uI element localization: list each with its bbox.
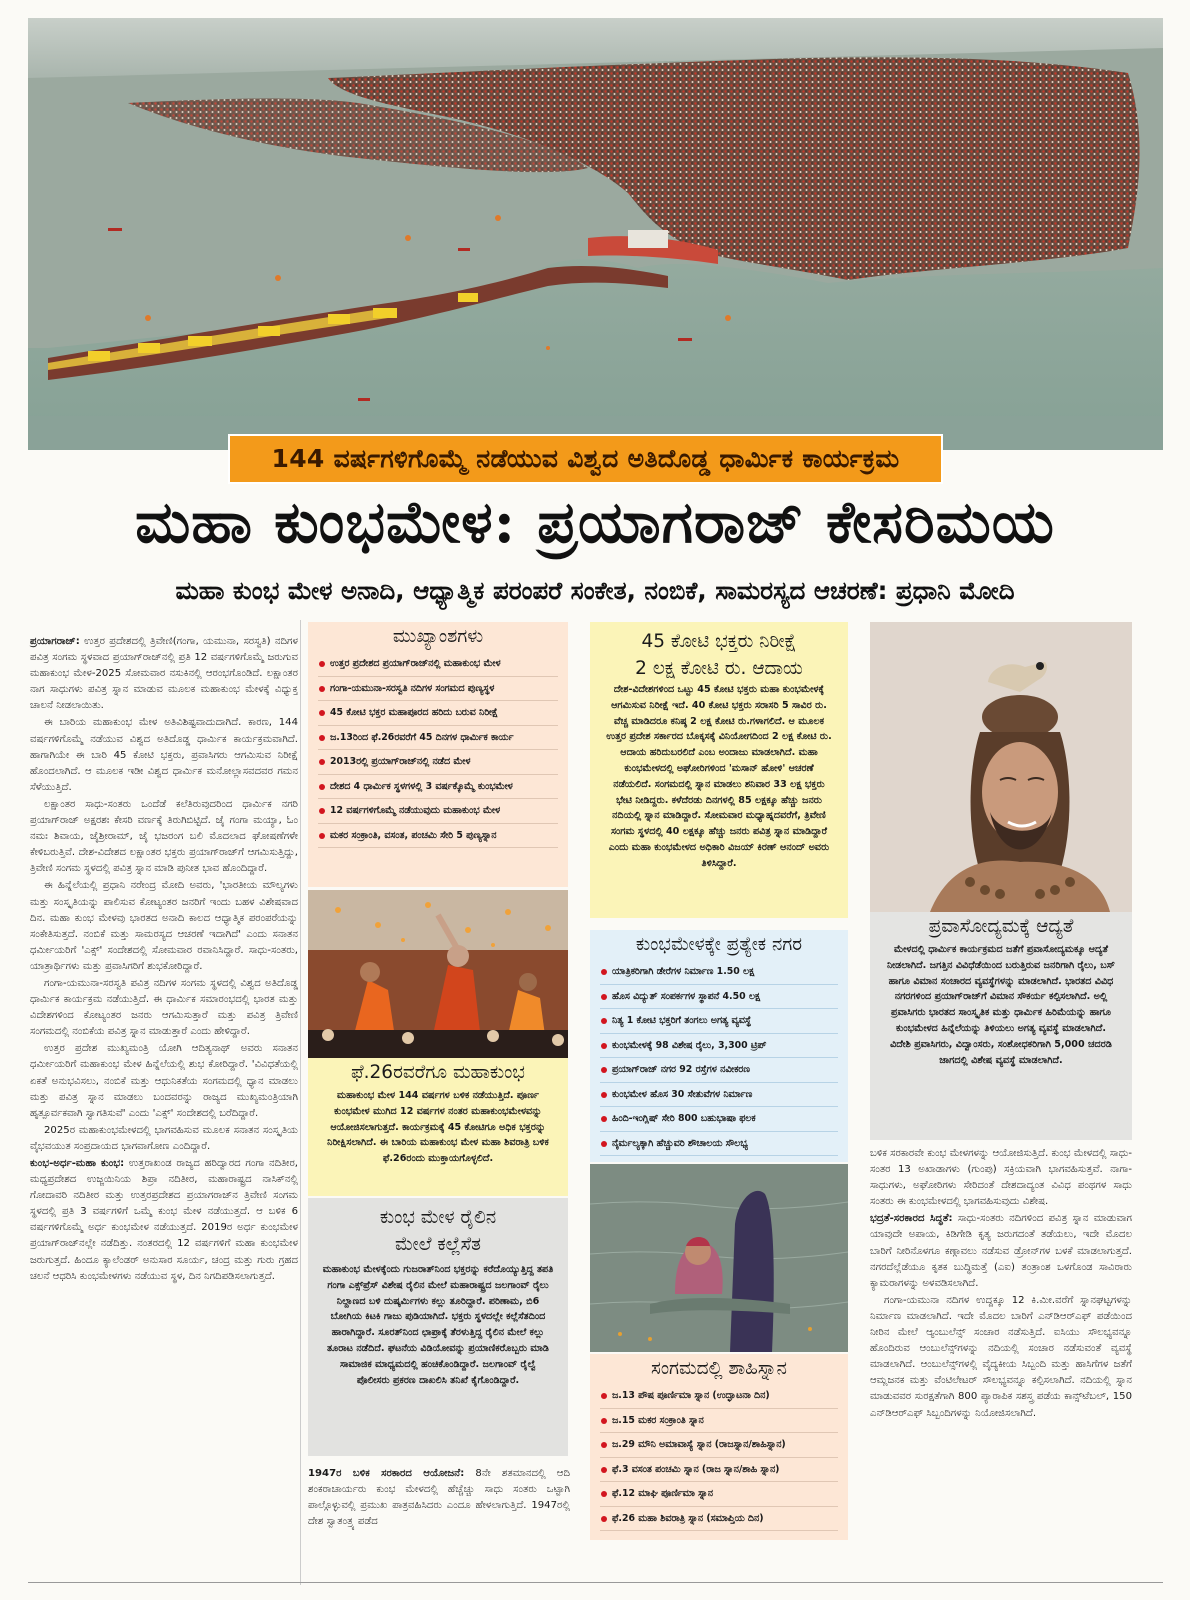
article-paragraph: ಉತ್ತರ ಪ್ರದೇಶ ಮುಖ್ಯಮಂತ್ರಿ ಯೋಗಿ ಆದಿತ್ಯನಾಥ್ ಅವರು ಸನಾತನ ಧರ್ಮೀಯರಿಗೆ ಮಹಾಕುಂಭ ಮೇಳ ಹಿನ್ನೆಲೆಯಲ್ಲಿ ಶುಭ ಕೋರಿದ್ದಾರೆ. 'ವಿವಿಧತೆಯಲ್ಲಿ ಏಕತೆ ಅನುಭವಿಸಲು, ನಂಬಿಕೆ ಮತ್ತು ಆಧುನಿಕತೆಯ ಸಂಗಮದಲ್ಲಿ ಧ್ಯಾನ ಮಾಡಲು ಮತ್ತು ಪವಿತ್ರ ಸ್ನಾನ ಮಾಡಲು ಬಂದವರನ್ನು ರಾಜ್ಯದ ಮುಖ್ಯಮಂತ್ರಿಯಾಗಿ ಹೃತ್ಪೂರ್ವಕವಾಗಿ ಸ್ವಾಗತಿಸುವೆ' ಎಂದು 'ಎಕ್ಸ್' ಸಂದೇಶದಲ್ಲಿ ಬರೆದಿದ್ದಾರೆ. bbox=[30, 1043, 298, 1119]
city-list bbox=[590, 960, 848, 1156]
article-paragraph: ಗಂಗಾ-ಯಮುನಾ ನದಿಗಳ ಉದ್ದಕ್ಕೂ 12 ಕಿ.ಮೀ.ವರೆಗೆ ಸ್ನಾನಘಟ್ಟಗಳನ್ನು ನಿರ್ಮಾಣ ಮಾಡಲಾಗಿದೆ. ಇದೇ ಮೊದಲ ಬಾರಿಗೆ ಎನ್‌ಡಿಆರ್‌ಎಫ್ ಪಡೆಯಿಂದ ನೀರಿನ ಮೇಲೆ ಆ್ಯಂಬುಲೆನ್ಸ್ ಸಂಚಾರ ನಡೆಸುತ್ತಿದೆ. ಐಸಿಯು ಸೌಲಭ್ಯವನ್ನೂ ಹೊಂದಿರುವ ಆಂಬುಲೆನ್ಸ್‌ಗಳನ್ನು ನದಿಯಲ್ಲಿ ಸಂಚಾರ ನಡೆಸುವಂತೆ ವ್ಯವಸ್ಥೆ ಮಾಡಲಾಗಿದೆ. ಆಂಬುಲೆನ್ಸ್‌ಗಳಲ್ಲಿ ವೈದ್ಯಕೀಯ ಸಿಬ್ಬಂದಿ ಮತ್ತು ಹಾಸಿಗೆಗಳ ಜತೆಗೆ ಆಮ್ಲಜನಕ ಮತ್ತು ವೆಂಟಿಲೇಟರ್ ಸೌಲಭ್ಯವನ್ನೂ ಕಲ್ಪಿಸಲಾಗಿದೆ. ನದಿಯಲ್ಲಿ ಸ್ನಾನ ಮಾಡುವವರ ಸುರಕ್ಷತೆಗಾಗಿ 800 ಪ್ಯಾರಾಪಿಕ ಸಶಸ್ತ್ರ ಪಡೆಯ ಕಾನ್ಸ್‌ಟೆಬಲ್, 150 ಎನ್‌ಡಿಆರ್‌ಎಫ್ ಸಿಬ್ಬಂದಿಗಳನ್ನು ನಿಯೋಜಿಸಲಾಗಿದೆ. bbox=[870, 1294, 1132, 1419]
article-paragraph: ಸಾಧು-ಸಂತರು ನದಿಗಳಿಂದ ಪವಿತ್ರ ಸ್ನಾನ ಮಾಡುವಾಗ ಯಾವುದೇ ಅಪಾಯ, ಕಿಡಿಗೇಡಿ ಕೃತ್ಯ ಜರುಗದಂತೆ ತಡೆಯಲು, ಇದೇ ಮೊದಲ ಬಾರಿಗೆ ನೀರಿನೊಳಗೂ ಕಣ್ಗಾವಲು ನಡೆಸುವ ಡ್ರೋನ್‌ಗಳ ಬಳಕೆ ಮಾಡಲಾಗುತ್ತದೆ. ನಗರದೆಲ್ಲೆಡೆಯೂ ಕೃತಕ ಬುದ್ಧಿಮತ್ತೆ (ಎಐ) ತಂತ್ರಾಂಶ ಒಳಗೊಂಡ ಸಾವಿರಾರು ಕ್ಯಾಮರಾಗಳನ್ನು ಅಳವಡಿಸಲಾಗಿದೆ. bbox=[870, 1213, 1133, 1289]
list-item: ನೈರ್ಮಲ್ಯಕ್ಕಾಗಿ ಹೆಚ್ಚುವರಿ ಶೌಚಾಲಯ ಸೌಲಭ್ಯ bbox=[600, 1132, 838, 1157]
hero-photo-sangam-aerial bbox=[28, 18, 1163, 450]
list-item: 45 ಕೋಟಿ ಭಕ್ತರ ಮಹಾಪೂರದ ಹರಿದು ಬರುವ ನಿರೀಕ್ಷೆ bbox=[318, 701, 558, 726]
photo-sadhus-celebration bbox=[308, 890, 568, 1058]
article-paragraph: ಗಂಗಾ-ಯಮುನಾ-ಸರಸ್ವತಿ ಪವಿತ್ರ ನದಿಗಳ ಸಂಗಮ ಸ್ಥಳದಲ್ಲಿ ವಿಶ್ವದ ಅತಿದೊಡ್ಡ ಧಾರ್ಮಿಕ ಕಾರ್ಯಕ್ರಮ ನಡೆಯುತ್ತಿದೆ. ಈ ಧಾರ್ಮಿಕ ಸಮಾರಂಭದಲ್ಲಿ ಭಾರತ ಮತ್ತು ವಿದೇಶಗಳಿಂದ ಕೋಟ್ಯಂತರ ಜನರು ಆಗಮಿಸುತ್ತಾರೆ ಮತ್ತು ಪವಿತ್ರ ತ್ರಿವೇಣಿ ಸಂಗಮದಲ್ಲಿ ನಂಬಿಕೆಯ ಪವಿತ್ರ ಸ್ನಾನ ಮಾಡುತ್ತಾರೆ ಎಂದು ಹೇಳಿದ್ದಾರೆ. bbox=[30, 977, 298, 1038]
rail-stone-pelting-box bbox=[308, 1198, 568, 1456]
list-item: 12 ವರ್ಷಗಳಿಗೊಮ್ಮೆ ನಡೆಯುವುದು ಮಹಾಕುಂಭ ಮೇಳ bbox=[318, 799, 558, 824]
subhead-kumbh-types: ಕುಂಭ-ಅರ್ಧ-ಮಹಾ ಕುಂಭ: bbox=[30, 1158, 125, 1169]
list-item: ಹಿಂದಿ-ಇಂಗ್ಲಿಷ್ ಸೇರಿ 800 ಬಹುಭಾಷಾ ಫಲಕ bbox=[600, 1107, 838, 1132]
list-item: ಉತ್ತರ ಪ್ರದೇಶದ ಪ್ರಯಾಗ್‌ರಾಜ್‌ನಲ್ಲಿ ಮಹಾಕುಂಭ ಮೇಳ bbox=[318, 652, 558, 677]
sadhus-procession-illustration bbox=[308, 890, 568, 1058]
article-paragraph: ಈ ಬಾರಿಯ ಮಹಾಕುಂಭ ಮೇಳ ಅತಿವಿಶಿಷ್ಟವಾದುದಾಗಿದೆ. ಕಾರಣ, 144 ವರ್ಷಗಳಿಗೊಮ್ಮೆ ನಡೆಯುವ ವಿಶ್ವದ ಅತಿದೊಡ್ಡ ಧಾರ್ಮಿಕ ಕಾರ್ಯಕ್ರಮವಾಗಿದೆ. ಹಾಗಾಗಿಯೇ ಈ ಬಾರಿ 45 ಕೋಟಿ ಭಕ್ತರು, ಪ್ರವಾಸಿಗರು ಆಗಮಿಸುವ ನಿರೀಕ್ಷೆ ಹೊಂದಲಾಗಿದೆ. ಆ ಮೂಲಕ ಇಡೀ ವಿಶ್ವದ ಧಾರ್ಮಿಕ ಮನೋಲ್ಲಾಸವದವರ ಗಮನ ಸೆಳೆಯುತ್ತಿದೆ. bbox=[30, 717, 298, 793]
column-divider bbox=[300, 620, 301, 1585]
subhead-govt-since-1947: 1947ರ ಬಳಿಕ ಸರಕಾರದ ಆಯೋಜನೆ: bbox=[308, 1468, 465, 1479]
rail-body: ಮಹಾಕುಂಭ ಮೇಳಕ್ಕೆಂದು ಗುಜರಾತ್‌ನಿಂದ ಭಕ್ತರನ್ನು ಕರೆದೊಯ್ಯುತ್ತಿದ್ದ ತಪತಿ ಗಂಗಾ ಎಕ್ಸ್‌ಪ್ರೆಸ್ ವಿಶೇಷ ರೈಲಿನ ಮೇಲೆ ಮಹಾರಾಷ್ಟ್ರದ ಜಲಗಾಂವ್ ರೈಲು ನಿಲ್ದಾಣದ ಬಳಿ ದುಷ್ಕರ್ಮಿಗಳು ಕಲ್ಲು ತೂರಿದ್ದಾರೆ. ಪರಿಣಾಮ, ಬಿ6 ಬೋಗಿಯ ಕಿಟಕಿ ಗಾಜು ಪುಡಿಯಾಗಿದೆ. ಭಕ್ತರು ಸ್ಥಳದಲ್ಲೇ ಕಲ್ಲೆಸೆತದಿಂದ ಹಾರಾಗಿದ್ದಾರೆ. ಸೂರತ್‌ನಿಂದ ಛಾಪ್ರಾಕ್ಕೆ ತೆರಳುತ್ತಿದ್ದ ರೈಲಿನ ಮೇಲೆ ಕಲ್ಲು ತೂರಾಟ ನಡೆದಿದೆ. ಘಟನೆಯ ವಿಡಿಯೋವನ್ನು ಪ್ರಯಾಣಿಕರೊಬ್ಬರು ಮಾಡಿ ಸಾಮಾಜಿಕ ಮಾಧ್ಯಮದಲ್ಲಿ ಹಂಚಿಕೊಂಡಿದ್ದಾರೆ. ಜಲಗಾಂವ್ ರೈಲ್ವೆ ಪೊಲೀಸರು ಪ್ರಕರಣ ದಾಖಲಿಸಿ ತನಿಖೆ ಕೈಗೊಂಡಿದ್ದಾರೆ. bbox=[322, 1264, 554, 1386]
holy-dip-illustration bbox=[590, 1164, 848, 1352]
dateline: ಪ್ರಯಾಗರಾಜ್: bbox=[30, 636, 80, 647]
list-item: ದೇಶದ 4 ಧಾರ್ಮಿಕ ಸ್ಥಳಗಳಲ್ಲಿ 3 ವರ್ಷಕ್ಕೊಮ್ಮೆ ಕುಂಭಮೇಳ bbox=[318, 775, 558, 800]
main-article-column bbox=[30, 634, 298, 1286]
highlights-title: ಮುಖ್ಯಾಂಶಗಳು bbox=[392, 626, 484, 647]
list-item: ನಿತ್ಯ 1 ಕೋಟಿ ಭಕ್ತರಿಗೆ ತಂಗಲು ಅಗತ್ಯ ವ್ಯವಸ್ಥೆ bbox=[600, 1009, 838, 1034]
list-item: ಗಂಗಾ-ಯಮುನಾ-ಸರಸ್ವತಿ ನದಿಗಳ ಸಂಗಮದ ಪುಣ್ಯಸ್ಥಳ bbox=[318, 677, 558, 702]
list-item: ಕುಂಭಮೇಳಕ್ಕೆ 98 ವಿಶೇಷ ರೈಲು, 3,300 ಟ್ರಿಪ್ bbox=[600, 1034, 838, 1059]
devotees-title-line2: 2 ಲಕ್ಷ ಕೋಟಿ ರು. ಆದಾಯ bbox=[635, 658, 803, 679]
tourism-title: ಪ್ರವಾಸೋದ್ಯಮಕ್ಕೆ ಆದ್ಯತೆ bbox=[928, 916, 1074, 937]
article-paragraph: ಉತ್ತರ ಪ್ರದೇಶದಲ್ಲಿ ತ್ರಿವೇಣಿ(ಗಂಗಾ, ಯಮುನಾ, ಸರಸ್ವತಿ) ನದಿಗಳ ಪವಿತ್ರ ಸಂಗಮ ಸ್ಥಳವಾದ ಪ್ರಯಾಗ್‌ರಾಜ್‌ನಲ್ಲಿ ಪ್ರತಿ 12 ವರ್ಷಗಳಿಗೊಮ್ಮೆ ಜರುಗುವ ಮಹಾಕುಂಭ ಮೇಳ-2025 ಸೋಮವಾರ ನಸುಕಿನಲ್ಲಿ ಆರಂಭಗೊಂಡಿದೆ. ಲಕ್ಷಾಂತರ ನಾಗ ಸಾಧುಗಳು ಪವಿತ್ರ ಸ್ನಾನ ಮಾಡುವ ಮೂಲಕ ಮಹಾಕುಂಭ ಮೇಳಕ್ಕೆ ವಿಧ್ಯುಕ್ತ ಚಾಲನೆ ನೀಡಲಾಯಿತು. bbox=[30, 636, 298, 712]
list-item: ಜ.29 ಮೌನಿ ಅಮಾವಾಸ್ಯೆ ಸ್ನಾನ (ರಾಜಸ್ನಾನ/ಶಾಹಿಸ್ನಾನ) bbox=[600, 1433, 838, 1458]
city-title: ಕುಂಭಮೇಳಕ್ಕೇ ಪ್ರತ್ಯೇಕ ನಗರ bbox=[635, 934, 803, 955]
list-item: 2013ರಲ್ಲಿ ಪ್ರಯಾಗ್‌ರಾಜ್‌ನಲ್ಲಿ ನಡೆದ ಮೇಳ bbox=[318, 750, 558, 775]
article-paragraph: ಈ ಹಿನ್ನೆಲೆಯಲ್ಲಿ ಪ್ರಧಾನಿ ನರೇಂದ್ರ ಮೋದಿ ಅವರು, 'ಭಾರತೀಯ ಮೌಲ್ಯಗಳು ಮತ್ತು ಸಂಸ್ಕೃತಿಯನ್ನು ಪಾಲಿಸುವ ಕೋಟ್ಯಂತರ ಜನರಿಗೆ ಇಂದು ಬಹಳ ವಿಶೇಷವಾದ ದಿನ. ಮಹಾ ಕುಂಭ ಮೇಳವು ಭಾರತದ ಅನಾದಿ ಕಾಲದ ಆಧ್ಯಾತ್ಮಿಕ ಪರಂಪರೆಯನ್ನು ಸಂಕೇತಿಸುತ್ತದೆ. ನಂಬಿಕೆ ಮತ್ತು ಸಾಮರಸ್ಯದ ಆಚರಣೆ ಇದಾಗಿದೆ' ಎಂದು ಸನಾತನ ಧರ್ಮೀಯರಿಗೆ 'ಎಕ್ಸ್' ಸಂದೇಶದಲ್ಲಿ ಸೋಮವಾರ ರವಾನಿಸಿದ್ದಾರೆ. ಸಾಧು-ಸಂತರು, ಯಾತ್ರಾರ್ಥಿಗಳು ಮತ್ತು ಪ್ರವಾಸಿಗರಿಗೆ ಶುಭಕೋರಿದ್ದಾರೆ. bbox=[30, 880, 298, 972]
devotees-title-line1: 45 ಕೋಟಿ ಭಕ್ತರು ನಿರೀಕ್ಷೆ bbox=[641, 631, 797, 652]
devotees-revenue-box bbox=[590, 622, 848, 918]
subhead-security: ಭದ್ರತೆ-ಸರಕಾರದ ಸಿದ್ಧತೆ: bbox=[870, 1213, 953, 1225]
list-item: ಫೆ.3 ವಸಂತ ಪಂಚಮಿ ಸ್ನಾನ (ರಾಜ ಸ್ನಾನ/ಶಾಹಿ ಸ್ನಾನ) bbox=[600, 1458, 838, 1483]
shahisnan-box bbox=[590, 1354, 848, 1540]
sub-headline: ಮಹಾ ಕುಂಭ ಮೇಳ ಅನಾದಿ, ಆಧ್ಯಾತ್ಮಿಕ ಪರಂಪರೆ ಸಂಕೇತ, ನಂಬಿಕೆ, ಸಾಮರಸ್ಯದ ಆಚರಣೆ: ಪ್ರಧಾನಿ ಮೋದಿ bbox=[175, 576, 1015, 605]
list-item: ಜ.13 ಪೌಷ ಪೂರ್ಣಿಮಾ ಸ್ನಾನ (ಉದ್ಘಾಟನಾ ದಿನ) bbox=[600, 1384, 838, 1409]
photo-holy-dip bbox=[590, 1164, 848, 1352]
article-paragraph: 8ನೇ ಶತಮಾನದಲ್ಲಿ ಆದಿ ಶಂಕರಾಚಾರ್ಯರು ಕುಂಭ ಮೇಳದಲ್ಲಿ ಹೆಚ್ಚೆಚ್ಚು ಸಾಧು ಸಂತರು ಒಟ್ಟಾಗಿ ಪಾಲ್ಗೊಳ್ಳುವಲ್ಲಿ ಪ್ರಮುಖ ಪಾತ್ರವಹಿಸಿದರು ಎಂದೂ ಹೇಳಲಾಗುತ್ತಿದೆ. 1947ರಲ್ಲಿ ದೇಶ ಸ್ವಾತಂತ್ರ್ಯ ಪಡೆದ bbox=[308, 1468, 570, 1528]
list-item: ಪ್ರಯಾಗ್‌ರಾಜ್ ನಗರ 92 ರಸ್ತೆಗಳ ನವೀಕರಣ bbox=[600, 1058, 838, 1083]
devotees-body: ದೇಶ-ವಿದೇಶಗಳಿಂದ ಒಟ್ಟು 45 ಕೋಟಿ ಭಕ್ತರು ಮಹಾ ಕುಂಭಮೇಳಕ್ಕೆ ಆಗಮಿಸುವ ನಿರೀಕ್ಷೆ ಇದೆ. 40 ಕೋಟಿ ಭಕ್ತರು ಸರಾಸರಿ 5 ಸಾವಿರ ರು. ವೆಚ್ಚ ಮಾಡಿದರೂ ಕನಿಷ್ಠ 2 ಲಕ್ಷ ಕೋಟಿ ರು.ಗಳಾಗಲಿದೆ. ಆ ಮೂಲಕ ಉತ್ತರ ಪ್ರದೇಶ ಸರ್ಕಾರದ ಬೊಕ್ಕಸಕ್ಕೆ ವಿನಿಯೋಗದಿಂದ 2 ಲಕ್ಷ ಕೋಟಿ ರು. ಆದಾಯ ಹರಿದುಬರಲಿದೆ ಎಂಬ ಅಂದಾಜು ಮಾಡಲಾಗಿದೆ. ಮಹಾ ಕುಂಭಮೇಳದಲ್ಲಿ ಅಘೋರಿಗಳಿಂದ 'ಮಸಾನ್ ಹೋಳಿ' ಆಚರಣೆ ನಡೆಯಲಿದೆ. ಸಂಗಮದಲ್ಲಿ ಸ್ನಾನ ಮಾಡಲು ಶನಿವಾರ 33 ಲಕ್ಷ ಭಕ್ತರು ಭೇಟಿ ನೀಡಿದ್ದರು. ಕಳೆದೆರಡು ದಿನಗಳಲ್ಲಿ 85 ಲಕ್ಷಕ್ಕೂ ಹೆಚ್ಚು ಜನರು ನದಿಯಲ್ಲಿ ಸ್ನಾನ ಮಾಡಿದ್ದಾರೆ. ಸೋಮವಾರ ಮಧ್ಯಾಹ್ನದವರೆಗೆ, ತ್ರಿವೇಣಿ ಸಂಗಮ ಸ್ಥಳದಲ್ಲಿ 40 ಲಕ್ಷಕ್ಕೂ ಹೆಚ್ಚು ಜನರು ಪವಿತ್ರ ಸ್ನಾನ ಮಾಡಿದ್ದಾರೆ ಎಂದು ಮಹಾ ಕುಂಭಮೇಳದ ಅಧಿಕಾರಿ ವಿಜಯ್ ಕಿರಣ್ ಆನಂದ್ ಅವರು ತಿಳಿಸಿದ್ದಾರೆ. bbox=[606, 684, 832, 869]
tourism-box bbox=[870, 912, 1132, 1140]
photo-sadhu-with-bird bbox=[870, 622, 1132, 912]
till-feb26-body: ಮಹಾಕುಂಭ ಮೇಳ 144 ವರ್ಷಗಳ ಬಳಿಕ ನಡೆಯುತ್ತಿದೆ. ಪೂರ್ಣ ಕುಂಭಮೇಳ ಮುಗಿದ 12 ವರ್ಷಗಳ ನಂತರ ಮಹಾಕುಂಭಮೇಳವನ್ನು ಆಯೋಜಿಸಲಾಗುತ್ತದೆ. ಕಾರ್ಯಕ್ರಮಕ್ಕೆ 45 ಕೋಟಿಗೂ ಅಧಿಕ ಭಕ್ತರನ್ನು ನಿರೀಕ್ಷಿಸಲಾಗಿದೆ. ಈ ಬಾರಿಯ ಮಹಾಕುಂಭ ಮೇಳ ಮಹಾ ಶಿವರಾತ್ರಿ ಬಳಿಕ ಫೆ.26ರಂದು ಮುಕ್ತಾಯಗೊಳ್ಳಲಿದೆ. bbox=[327, 1090, 549, 1165]
shahisnan-title: ಸಂಗಮದಲ್ಲಿ ಶಾಹಿಸ್ನಾನ bbox=[651, 1358, 787, 1379]
article-paragraph: ಬಳಿಕ ಸರಕಾರವೇ ಕುಂಭ ಮೇಳಗಳನ್ನು ಆಯೋಜಿಸುತ್ತಿದೆ. ಕುಂಭ ಮೇಳದಲ್ಲಿ ಸಾಧು-ಸಂತರ 13 ಅಖಾಡಾಗಳು (ಗುಂಪು) ಸಕ್ರಿಯವಾಗಿ ಭಾಗವಹಿಸುತ್ತವೆ. ನಾಗಾ-ಸಾಧುಗಳು, ಅಘೋರಿಗಳು ಸೇರಿದಂತೆ ದೇಶದಾದ್ಯಂತ ವಿವಿಧ ಪಂಥಗಳ ಸಾಧು ಸಂತರು ಈ ಕುಂಭಮೇಳದಲ್ಲಿ ಭಾಗವಹಿಸುವುದು ವಿಶೇಷ. bbox=[870, 1148, 1132, 1208]
kicker-banner: 144 ವರ್ಷಗಳಿಗೊಮ್ಮೆ ನಡೆಯುವ ವಿಶ್ವದ ಅತಿದೊಡ್ಡ ಧಾರ್ಮಿಕ ಕಾರ್ಯಕ್ರಮ bbox=[228, 434, 943, 484]
main-headline: ಮಹಾ ಕುಂಭಮೇಳ: ಪ್ರಯಾಗರಾಜ್ ಕೇಸರಿಮಯ bbox=[135, 488, 1055, 556]
article-paragraph: 2025ರ ಮಹಾಕುಂಭಮೇಳದಲ್ಲಿ ಭಾಗವಹಿಸುವ ಮೂಲಕ ಸನಾತನ ಸಂಸ್ಕೃತಿಯ ವೈಭವಯುತ ಸಂಪ್ರದಾಯದ ಭಾಗವಾಗೋಣ ಎಂದಿದ್ದಾರೆ. bbox=[30, 1124, 298, 1152]
list-item: ಫೆ.26 ಮಹಾ ಶಿವರಾತ್ರಿ ಸ್ನಾನ (ಸಮಾಪ್ತಿಯ ದಿನ) bbox=[600, 1507, 838, 1532]
article-paragraph: ಲಕ್ಷಾಂತರ ಸಾಧು-ಸಂತರು ಒಂದೆಡೆ ಕಲೆತಿರುವುದರಿಂದ ಧಾರ್ಮಿಕ ನಗರಿ ಪ್ರಯಾಗ್‌ರಾಜ್ ಅಕ್ಷರಶಃ ಕೇಸರಿ ವರ್ಣಕ್ಕೆ ತಿರುಗಿಬಿಟ್ಟಿದೆ. ಜೈ ಗಂಗಾ ಮಯ್ಯಾ, ಓಂ ನಮಃ ಶಿವಾಯ, ಜೈಶ್ರೀರಾಮ್, ಜೈ ಭಜರಂಗ ಬಲಿ ಮೊದಲಾದ ಘೋಷಣೆಗಳೇ ಕೇಳಿಬರುತ್ತಿವೆ. ದೇಶ-ವಿದೇಶದ ಲಕ್ಷಾಂತರ ಭಕ್ತರು ಪ್ರಯಾಗ್‌ರಾಜ್‌ಗೆ ಆಗಮಿಸುತ್ತಿದ್ದು, ತ್ರಿವೇಣಿ ಸಂಗಮ ಸ್ಥಳದಲ್ಲಿ ಪವಿತ್ರ ಸ್ನಾನ ಮಾಡಿ ಪುನೀತ ಭಾವ ಹೊಂದಿದ್ದಾರೆ. bbox=[30, 798, 298, 875]
shahisnan-list bbox=[590, 1384, 848, 1531]
rail-title-line2: ಮೇಲೆ ಕಲ್ಲೆಸೆತ bbox=[395, 1234, 481, 1255]
col4-article bbox=[870, 1146, 1132, 1423]
list-item: ಫೆ.12 ಮಾಘಿ ಪೂರ್ಣಿಮಾ ಸ್ನಾನ bbox=[600, 1482, 838, 1507]
till-feb26-title: ಫೆ.26ರವರೆಗೂ ಮಹಾಕುಂಭ bbox=[351, 1062, 525, 1083]
rail-title-line1: ಕುಂಭ ಮೇಳ ರೈಲಿನ bbox=[379, 1207, 497, 1228]
page-footer-rule bbox=[28, 1582, 1163, 1583]
list-item: ಮಕರ ಸಂಕ್ರಾಂತಿ, ವಸಂತ, ಪಂಚಮಿ ಸೇರಿ 5 ಪುಣ್ಯಸ್ನಾನ bbox=[318, 824, 558, 849]
highlights-box bbox=[308, 622, 568, 887]
list-item: ಜ.13ರಿಂದ ಫೆ.26ರವರೆಗೆ 45 ದಿನಗಳ ಧಾರ್ಮಿಕ ಕಾರ್ಯ bbox=[318, 726, 558, 751]
list-item: ಯಾತ್ರಿಕರಿಗಾಗಿ ಡೇರೆಗಳ ನಿರ್ಮಾಣ 1.50 ಲಕ್ಷ bbox=[600, 960, 838, 985]
list-item: ಜ.15 ಮಕರ ಸಂಕ್ರಾಂತಿ ಸ್ನಾನ bbox=[600, 1409, 838, 1434]
sangam-aerial-illustration bbox=[28, 18, 1163, 450]
tourism-body: ಮೇಳದಲ್ಲಿ ಧಾರ್ಮಿಕ ಕಾರ್ಯಕ್ರಮದ ಜತೆಗೆ ಪ್ರವಾಸೋದ್ಯಮಕ್ಕೂ ಆದ್ಯತೆ ನೀಡಲಾಗಿದೆ. ಜಗತ್ತಿನ ವಿವಿಧೆಡೆಯಿಂದ ಬರುತ್ತಿರುವ ಜನರಿಗಾಗಿ ರೈಲು, ಬಸ್ ಹಾಗೂ ವಿಮಾನ ಸಂಚಾರದ ವ್ಯವಸ್ಥೆಗಳನ್ನು ಮಾಡಲಾಗಿದೆ. ಭಾರತದ ವಿವಿಧ ನಗರಗಳಿಂದ ಪ್ರಯಾಗ್‌ರಾಜ್‌ಗೆ ವಿಮಾನ ಸೌಕರ್ಯ ಕಲ್ಪಿಸಲಾಗಿದೆ. ಅಲ್ಲಿ ಪ್ರವಾಸಿಗರು ಭಾರತದ ಸಾಂಸ್ಕೃತಿಕ ಮತ್ತು ಧಾರ್ಮಿಕ ಹಿರಿಮೆಯನ್ನು ಹಾಗೂ ಕುಂಭಮೇಳದ ಹಿನ್ನೆಲೆಯನ್ನು ತಿಳಿಯಲು ಅಗತ್ಯ ವ್ಯವಸ್ಥೆ ಮಾಡಲಾಗಿದೆ. ವಿದೇಶಿ ಪ್ರವಾಸಿಗರು, ವಿದ್ವಾಂಸರು, ಸಂಶೋಧಕರಿಗಾಗಿ 5,000 ಚದರಡಿ ಜಾಗದಲ್ಲಿ ವಿಶೇಷ ವ್ಯವಸ್ಥೆ ಮಾಡಲಾಗಿದೆ. bbox=[887, 944, 1115, 1066]
list-item: ಕುಂಭಮೇಳ ಹೊಸ 30 ಸೇತುವೆಗಳ ನಿರ್ಮಾಣ bbox=[600, 1083, 838, 1108]
list-item: ಹೊಸ ವಿದ್ಯುತ್ ಸಂಪರ್ಕಗಳ ಸ್ಥಾಪನೆ 4.50 ಲಕ್ಷ bbox=[600, 985, 838, 1010]
sadhu-portrait-illustration bbox=[870, 622, 1132, 912]
article-paragraph: ಉತ್ತರಾಖಂಡ ರಾಜ್ಯದ ಹರಿದ್ವಾರದ ಗಂಗಾ ನದಿತೀರ, ಮಧ್ಯಪ್ರದೇಶದ ಉಜ್ಜಯಿನಿಯ ಶಿಪ್ರಾ ನದಿತೀರ, ಮಹಾರಾಷ್ಟ್ರದ ನಾಸಿಕ್‌ನಲ್ಲಿ ಗೋದಾವರಿ ನದಿತೀರ ಮತ್ತು ಉತ್ತರಪ್ರದೇಶದ ಪ್ರಯಾಗರಾಜ್‌ನ ತ್ರಿವೇಣಿ ಸಂಗಮ ಸ್ಥಳದಲ್ಲಿ ಪ್ರತಿ 3 ವರ್ಷಗಳಿಗೆ ಒಮ್ಮೆ ಕುಂಭ ಮೇಳ ನಡೆಯುತ್ತದೆ. ಆ ಬಳಿಕ 6 ವರ್ಷಗಳಿಗೊಮ್ಮೆ ಅರ್ಧ ಕುಂಭಮೇಳ ನಡೆಯುತ್ತದೆ. 2019ರ ಅರ್ಧ ಕುಂಭಮೇಳ ಪ್ರಯಾಗ್‌ರಾಜ್‌ನಲ್ಲೇ ನಡೆದಿತ್ತು. ನಂತರದಲ್ಲಿ 12 ವರ್ಷಗಳಿಗೆ ಮಹಾ ಕುಂಭಮೇಳ ಜರುಗುತ್ತದೆ. ಹಿಂದೂ ಕ್ಯಾಲೆಂಡರ್ ಅನುಸಾರ ಸೂರ್ಯ, ಚಂದ್ರ ಮತ್ತು ಗುರು ಗ್ರಹದ ಚಲನೆ ಆಧರಿಸಿ ಕುಂಭಮೇಳಗಳು ನಡೆಯುವ ಸ್ಥಳ, ದಿನ ನಿಗದಿಪಡಿಸಲಾಗುತ್ತದೆ. bbox=[30, 1158, 298, 1282]
highlights-list bbox=[308, 652, 568, 848]
separate-city-box bbox=[590, 930, 848, 1162]
col2-continuation bbox=[308, 1466, 570, 1531]
till-feb26-box bbox=[308, 1058, 568, 1196]
